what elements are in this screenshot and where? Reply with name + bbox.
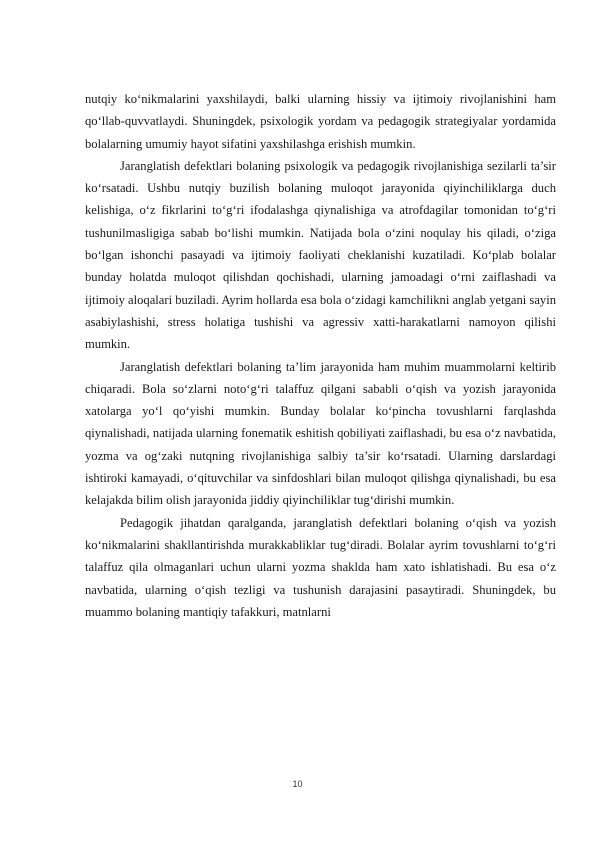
- paragraph-continuation: nutqiy ko‘nikmalarini yaxshilaydi, balki ularning hissiy va ijtimoiy rivojlanishini ham qo‘llab-quvvatlaydi. Shuningdek, psixologik yordam va pedagogik strategiyalar yordamida bolalarning umumiy hayot sifatini yaxshilashga erishish mumkin.: [85, 92, 556, 151]
- page-number: 10: [292, 779, 303, 789]
- paragraph: Pedagogik jihatdan qaralganda, jaranglatish defektlari bolaning o‘qish va yozish ko‘nikmalarini shakllantirishda murakkabliklar tug‘diradi. Bolalar ayrim tovushlarni to‘g‘ri talaffuz qila olmaganlari uchun ularni yozma shaklda ham xato ishlatishadi. Bu esa o‘z navbatida, ularning o‘qish tezligi va tushunish darajasini pasaytiradi. Shuningdek, bu muammo bolaning mantiqiy tafakkuri, matnlarni: [85, 515, 556, 619]
- document-body: [85, 88, 556, 623]
- paragraph: Jaranglatish defektlari bolaning psixologik va pedagogik rivojlanishiga sezilarli ta’sir ko‘rsatadi. Ushbu nutqiy buzilish bolaning muloqot jarayonida qiyinchiliklarga duch kelishiga, o‘z fikrlarini to‘g‘ri ifodalashga qiynalishiga va atrofdagilar tomonidan to‘g‘ri tushunilmasligiga sabab bo‘lishi mumkin. Natijada bola o‘zini noqulay his qiladi, o‘ziga bo‘lgan ishonchi pasayadi va ijtimoiy faoliyati cheklanishi kuzatiladi. Ko‘plab bolalar bunday holatda muloqot qilishdan qochishadi, ularning jamoadagi o‘rni zaiflashadi va ijtimoiy aloqalari buziladi. Ayrim hollarda esa bola o‘zidagi kamchilikni anglab yetgani sayin asabiylashishi, stress holatiga tushishi va agressiv xatti-harakatlarni namoyon qilishi mumkin.: [85, 158, 556, 352]
- paragraph: Jaranglatish defektlari bolaning ta’lim jarayonida ham muhim muammolarni keltirib chiqaradi. Bola so‘zlarni noto‘g‘ri talaffuz qilgani sababli o‘qish va yozish jarayonida xatolarga yo‘l qo‘yishi mumkin. Bunday bolalar ko‘pincha tovushlarni farqlashda qiynalishadi, natijada ularning fonematik eshitish qobiliyati zaiflashadi, bu esa o‘z navbatida, yozma va og‘zaki nutqning rivojlanishiga salbiy ta’sir ko‘rsatadi. Ularning darslardagi ishtiroki kamayadi, o‘qituvchilar va sinfdoshlari bilan muloqot qilishga qiynalishadi, bu esa kelajakda bilim olish jarayonida jiddiy qiyinchiliklar tug‘dirishi mumkin.: [85, 359, 556, 508]
